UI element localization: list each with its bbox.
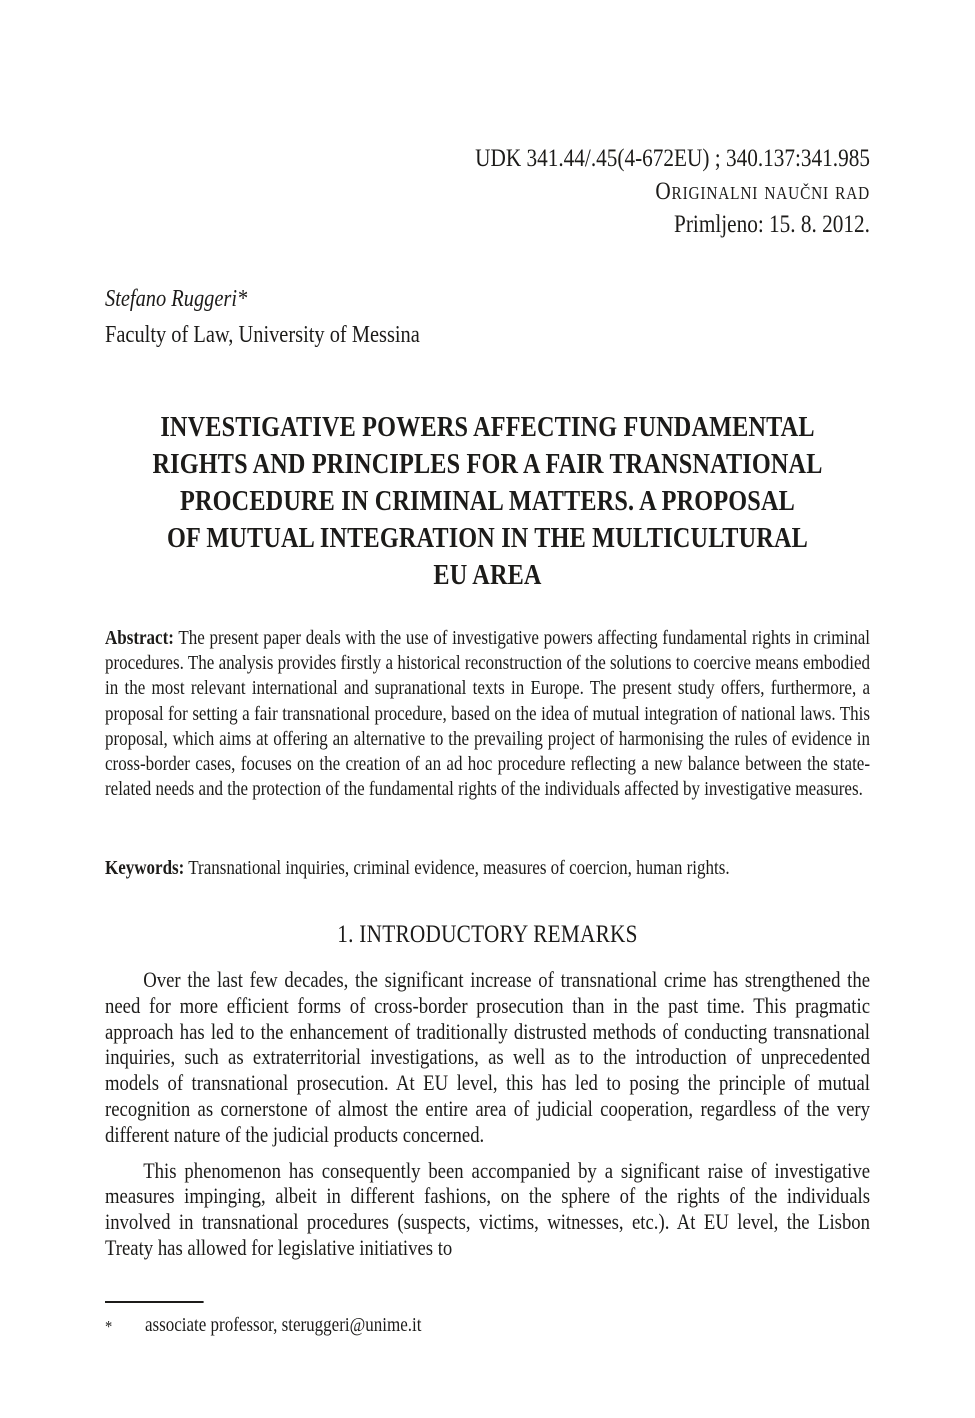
article-category: Originalni naučni rad: [655, 178, 870, 205]
footnote-divider: [105, 1301, 204, 1303]
body-text: [105, 967, 870, 1261]
footnote-text: associate professor, steruggeri@unime.it: [144, 1314, 422, 1336]
title-line: PROCEDURE IN CRIMINAL MATTERS. A PROPOSAL: [180, 486, 795, 517]
keywords-label: Keywords:: [105, 857, 185, 879]
abstract-label: Abstract:: [105, 627, 174, 649]
author-block: [105, 281, 870, 353]
keywords: [105, 856, 870, 881]
keywords-text: Transnational inquiries, criminal evidence, measures of coercion, human rights.: [184, 857, 730, 879]
paragraph: This phenomenon has consequently been accompanied by a significant raise of investigative measures impinging, albeit in different fashions, on the sphere of the rights of the individuals involved in transnational procedures (suspects, victims, witnesses, etc.). At EU level, the Lisbon Treaty has allowed for legislative initiatives to: [105, 1157, 870, 1260]
title-line: INVESTIGATIVE POWERS AFFECTING FUNDAMENTAL: [160, 412, 815, 443]
article-title: [105, 409, 870, 594]
abstract-text: The present paper deals with the use of investigative powers affecting fundamental rights in criminal procedures. The analysis provides firstly a historical reconstruction of the solutions to coercive means embodied in the most relevant international and supranational texts in Europe. The present study offers, furthermore, a proposal for setting a fair transnational procedure, based on the idea of mutual integration of national laws. This proposal, which aims at offering an alternative to the prevailing project of harmonising the rules of evidence in cross-border cases, focuses on the creation of an ad hoc procedure reflecting a new balance between the state-related needs and the protection of the fundamental rights of the individuals affected by investigative measures.: [105, 627, 870, 801]
section-heading: 1. INTRODUCTORY REMARKS: [337, 921, 638, 948]
author-affiliation: Faculty of Law, University of Messina: [105, 322, 420, 348]
paragraph: Over the last few decades, the significant increase of transnational crime has strengthened the need for more efficient forms of cross-border prosecution than in the past time. This pragmatic approach has led to the enhancement of traditionally distrusted methods of conducting transnational inquiries, such as extraterritorial investigations, as well as to the introduction of unprecedented models of transnational prosecution. At EU level, this has led to posing the principle of mutual recognition as cornerstone of almost the entire area of judicial cooperation, regardless of the very different nature of the judicial products concerned.: [105, 967, 870, 1147]
received-date: Primljeno: 15. 8. 2012.: [674, 211, 870, 238]
title-line: EU AREA: [433, 560, 542, 591]
title-line: OF MUTUAL INTEGRATION IN THE MULTICULTURAL: [167, 523, 808, 554]
footnote-marker: *: [105, 1317, 113, 1336]
abstract: [105, 626, 870, 802]
footnote: [105, 1312, 870, 1340]
bibliographic-header: [105, 142, 870, 241]
title-line: RIGHTS AND PRINCIPLES FOR A FAIR TRANSNATIONAL: [152, 449, 823, 480]
udk-number: UDK 341.44/.45(4-672EU) ; 340.137:341.985: [475, 145, 870, 172]
author-name: Stefano Ruggeri*: [105, 286, 248, 312]
page-content: [105, 0, 870, 1418]
